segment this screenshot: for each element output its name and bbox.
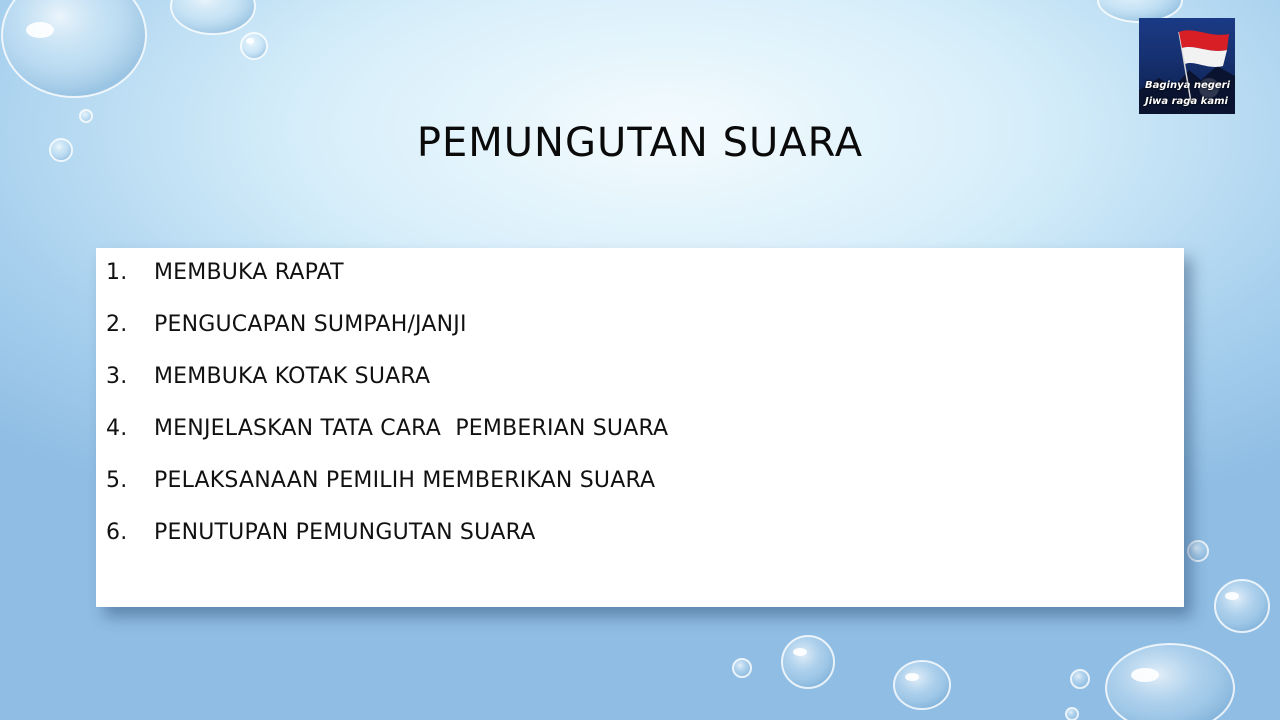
list-item <box>106 312 668 364</box>
page-title: PEMUNGUTAN SUARA <box>416 120 864 166</box>
list-item-number: 6. <box>106 520 128 545</box>
list-item <box>106 468 668 520</box>
list-item-text: MEMBUKA RAPAT <box>154 260 344 285</box>
list-item-number: 5. <box>106 468 128 493</box>
badge-text-line1: Baginya negeri <box>1145 80 1231 91</box>
list-item-number: 3. <box>106 364 128 389</box>
list-item-text: PELAKSANAAN PEMILIH MEMBERIKAN SUARA <box>154 468 656 493</box>
list-item-text: PENUTUPAN PEMUNGUTAN SUARA <box>154 520 536 545</box>
list-item-text: MENJELASKAN TATA CARA PEMBERIAN SUARA <box>154 416 669 441</box>
list-item-text: PENGUCAPAN SUMPAH/JANJI <box>154 312 467 337</box>
list-item <box>106 416 668 468</box>
list-item-number: 2. <box>106 312 128 337</box>
badge-text-line2: Jiwa raga kami <box>1145 96 1228 107</box>
list-item-text: MEMBUKA KOTAK SUARA <box>154 364 431 389</box>
list-item <box>106 520 668 572</box>
list-item-number: 1. <box>106 260 128 285</box>
content-box <box>96 248 1184 607</box>
flag-image <box>1139 18 1235 114</box>
list-item <box>106 260 668 312</box>
drop-top-left-large <box>2 0 146 97</box>
list-item-number: 4. <box>106 416 128 441</box>
list-item <box>106 364 668 416</box>
agenda-list <box>106 260 668 572</box>
